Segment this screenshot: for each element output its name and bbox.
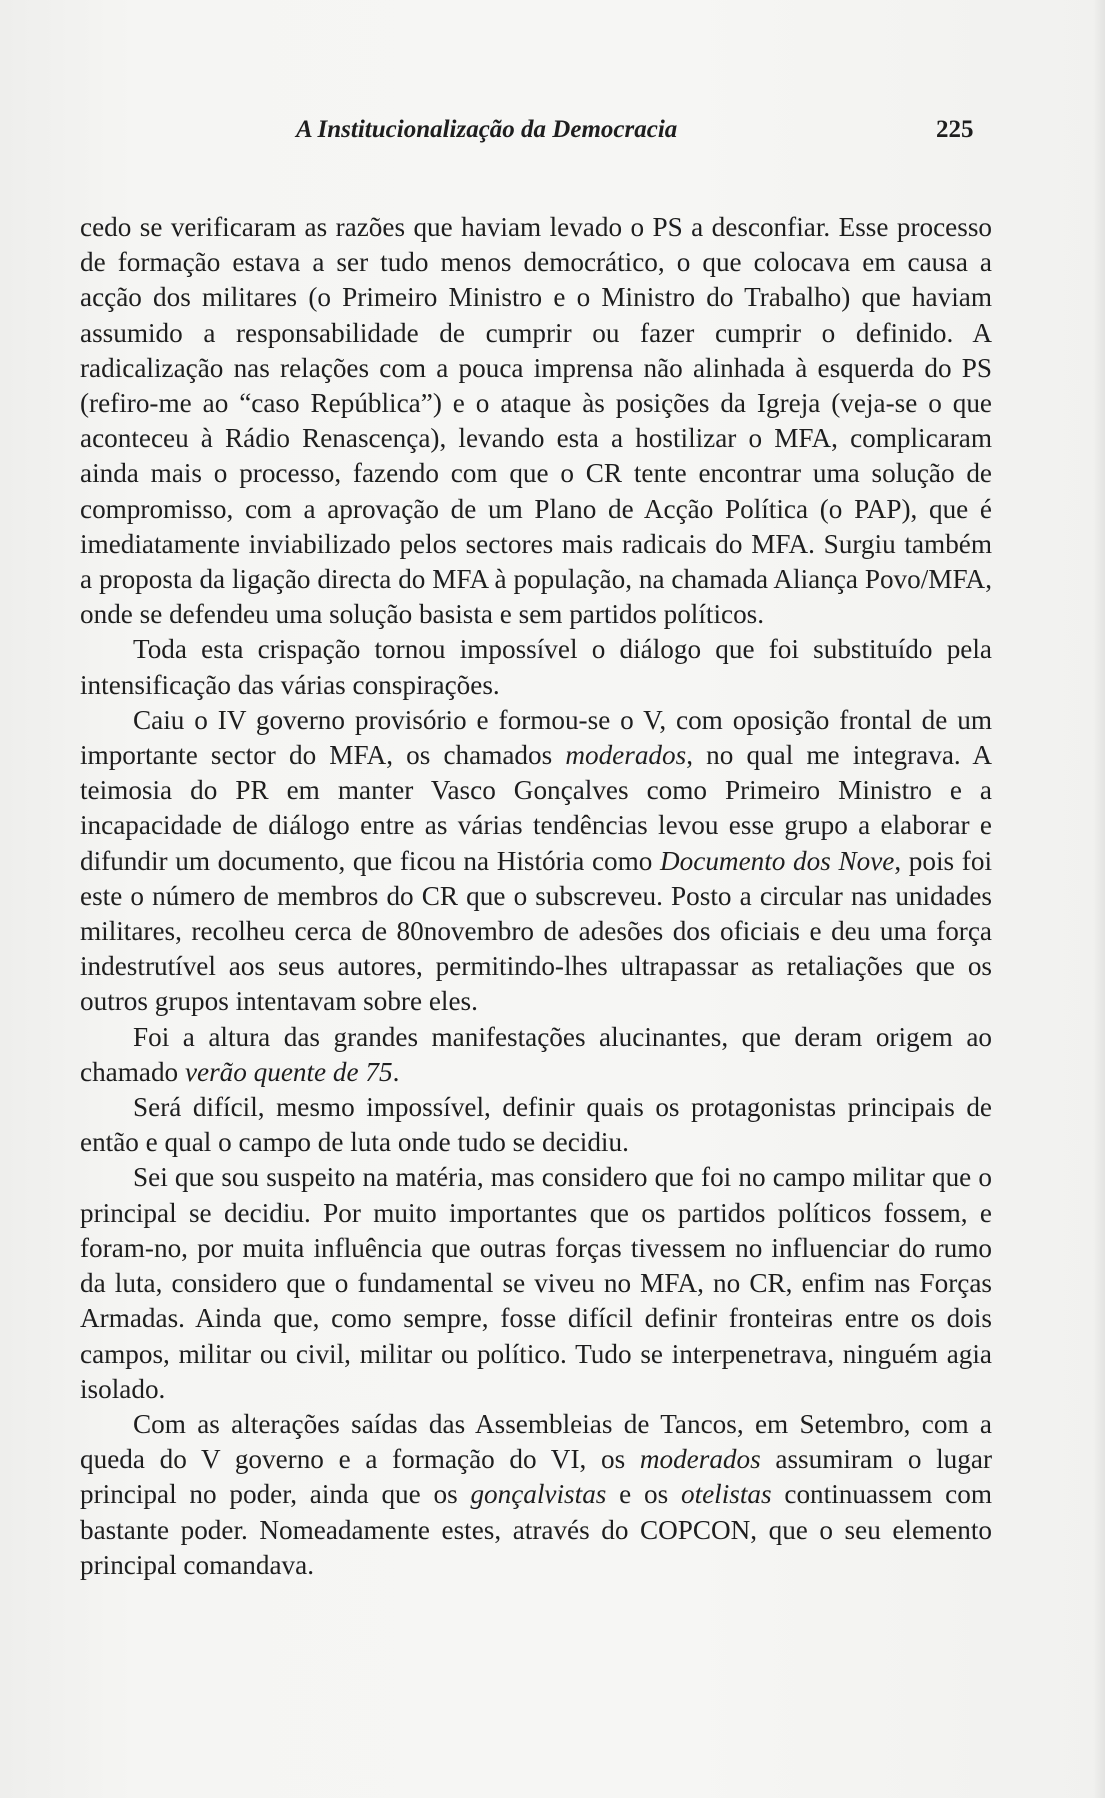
page-edge-shadow — [1093, 0, 1105, 1798]
italic-text: moderados — [639, 1444, 761, 1475]
italic-text: Documento dos Nove — [660, 845, 895, 876]
paragraph-p7 — [80, 1407, 992, 1583]
paragraph-p1 — [80, 210, 992, 632]
italic-text: otelistas — [680, 1479, 772, 1510]
paragraph-p6 — [80, 1160, 992, 1406]
paragraph-p5 — [80, 1090, 992, 1160]
text-segment: Foi a altura das grandes manifestações alucinantes, que deram origem ao chamado — [80, 1021, 992, 1087]
text-segment: continuassem com bastante poder. Nomeadamente estes, através do COPCON, que o seu elemento principal comandava. — [80, 1479, 992, 1580]
italic-text: gonçalvistas — [470, 1479, 607, 1510]
text-segment: Toda esta crispação tornou impossível o diálogo que foi substituído pela intensificação das várias conspirações. — [80, 634, 992, 700]
text-segment: , pois foi este o número de membros do CR que o subscreveu. Posto a circular nas unidades militares, recolheu cerca de 80novembro de adesões dos oficiais e deu uma força indestrutível aos seus autores, permitindo-lhes ultrapassar as retaliações que os outros grupos intentavam sobre eles. — [80, 845, 992, 1017]
text-segment: . — [392, 1056, 400, 1087]
text-segment: e os — [606, 1479, 681, 1510]
italic-text: moderados — [565, 740, 687, 771]
running-title: A Institucionalização da Democracia — [296, 116, 678, 143]
text-segment: assumiram o lugar principal no poder, ainda que os — [80, 1444, 992, 1510]
text-segment: Sei que sou suspeito na matéria, mas considero que foi no campo militar que o principal se decidiu. Por muito importantes que os partidos políticos fossem, e foram-no, por muita influência que outras forças tivessem no influenciar do rumo da luta, considero que o fundamental se viveu no MFA, no CR, enfim nas Forças Armadas. Ainda que, como sempre, fosse difícil definir fronteiras entre os dois campos, militar ou civil, militar ou político. Tudo se interpenetrava, ninguém agia isolado. — [80, 1162, 992, 1404]
text-segment: cedo se verificaram as razões que haviam levado o PS a desconfiar. Esse processo de formação estava a ser tudo menos democrático, o que colocava em causa a acção dos militares (o Primeiro Ministro e o Ministro do Trabalho) que haviam assumido a responsabilidade de cumprir ou fazer cumprir o definido. A radicalização nas relações com a pouca imprensa não alinhada à esquerda do PS (refiro-me ao “caso República”) e o ataque às posições da Igreja (veja-se o que aconteceu à Rádio Renascença), levando esta a hostilizar o MFA, complicaram ainda mais o processo, fazendo com que o CR tente encontrar uma solução de compromisso, com a aprovação de um Plano de Acção Política (o PAP), que é imediatamente inviabilizado pelos sectores mais radicais do MFA. Surgiu também a proposta da ligação directa do MFA à população, na chamada Aliança Povo/MFA, onde se defendeu uma solução basista e sem partidos políticos. — [80, 212, 992, 630]
paragraph-p3 — [80, 703, 992, 1020]
text-segment: Será difícil, mesmo impossível, definir quais os protagonistas principais de então e qual o campo de luta onde tudo se decidiu. — [80, 1092, 992, 1158]
italic-text: verão quente de 75 — [184, 1056, 393, 1087]
page-number: 225 — [936, 116, 974, 143]
text-segment: , no qual me integrava. A teimosia do PR em manter Vasco Gonçalves como Primeiro Ministro e a incapacidade de diálogo entre as várias tendências levou esse grupo a elaborar e difundir um documento, que ficou na História como — [80, 740, 992, 876]
body-text — [80, 210, 992, 1583]
paragraph-p2 — [80, 632, 992, 702]
text-segment: Com as alterações saídas das Assembleias de Tancos, em Setembro, com a queda do V governo e a formação do VI, os — [80, 1408, 992, 1475]
paragraph-p4 — [80, 1020, 992, 1090]
text-segment: Caiu o IV governo provisório e formou-se o V, com oposição frontal de um importante sector do MFA, os chamados — [80, 704, 992, 771]
